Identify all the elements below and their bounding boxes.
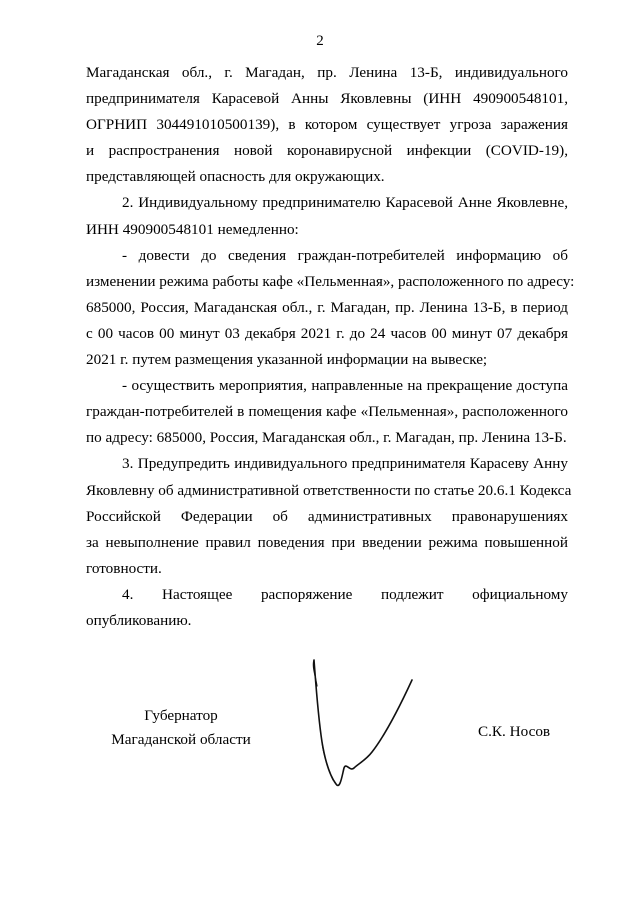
- document-body: [86, 60, 575, 634]
- text-line: ОГРНИП 304491010500139), в котором существует угроза заражения: [86, 116, 568, 134]
- text-line: Магаданская обл., г. Магадан, пр. Ленина 13-Б, индивидуального: [86, 64, 568, 81]
- text-line: изменении режима работы кафе «Пельменная», расположенного по адресу:: [86, 272, 575, 290]
- text-line: 4. Настоящее распоряжение подлежит официальному: [122, 585, 568, 603]
- text-line: и распространения новой коронавирусной инфекции (COVID-19),: [86, 142, 568, 160]
- text-line: предпринимателя Карасевой Анны Яковлевны (ИНН 490900548101,: [86, 90, 568, 108]
- paragraph-2: [86, 190, 568, 242]
- text-line: 685000, Россия, Магаданская обл., г. Магадан, пр. Ленина 13-Б, в период: [86, 298, 568, 316]
- signatory-title: [96, 704, 266, 752]
- signatory-position: Губернатор: [144, 707, 218, 724]
- text-line: - осуществить мероприятия, направленные на прекращение доступа: [122, 377, 568, 395]
- text-line: 2. Индивидуальному предпринимателю Карасевой Анне Яковлевне,: [122, 194, 568, 212]
- text-line: опубликованию.: [86, 611, 192, 629]
- text-line: 3. Предупредить индивидуального предпринимателя Карасеву Анну: [122, 455, 568, 473]
- text-line: представляющей опасность для окружающих.: [86, 168, 385, 186]
- paragraph-6-publication: [86, 582, 568, 634]
- signature-block: [0, 690, 640, 810]
- paragraph-3-inform-citizens: [86, 243, 575, 373]
- handwritten-signature-icon: [300, 656, 440, 796]
- text-line: - довести до сведения граждан-потребителей информацию об: [122, 246, 568, 264]
- signatory-region: Магаданской области: [111, 731, 251, 748]
- paragraph-1-continuation: [86, 60, 568, 190]
- text-line: ИНН 490900548101 немедленно:: [86, 220, 299, 238]
- paragraph-4-restrict-access: [86, 373, 568, 451]
- text-line: за невыполнение правил поведения при введении режима повышенной: [86, 533, 568, 551]
- signatory-name: С.К. Носов: [478, 723, 551, 740]
- paragraph-5-warning: [86, 451, 572, 581]
- text-line: с 00 часов 00 минут 03 декабря 2021 г. до 24 часов 00 минут 07 декабря: [86, 324, 568, 342]
- text-line: граждан-потребителей в помещения кафе «Пельменная», расположенного: [86, 403, 568, 421]
- page-number: 2: [316, 33, 324, 49]
- text-line: Яковлевну об административной ответственности по статье 20.6.1 Кодекса: [86, 481, 572, 499]
- text-line: 2021 г. путем размещения указанной информации на вывеске;: [86, 351, 488, 369]
- text-line: Российской Федерации об административных правонарушениях: [86, 507, 568, 525]
- text-line: готовности.: [86, 559, 162, 577]
- text-line: по адресу: 685000, Россия, Магаданская обл., г. Магадан, пр. Ленина 13-Б.: [86, 429, 567, 447]
